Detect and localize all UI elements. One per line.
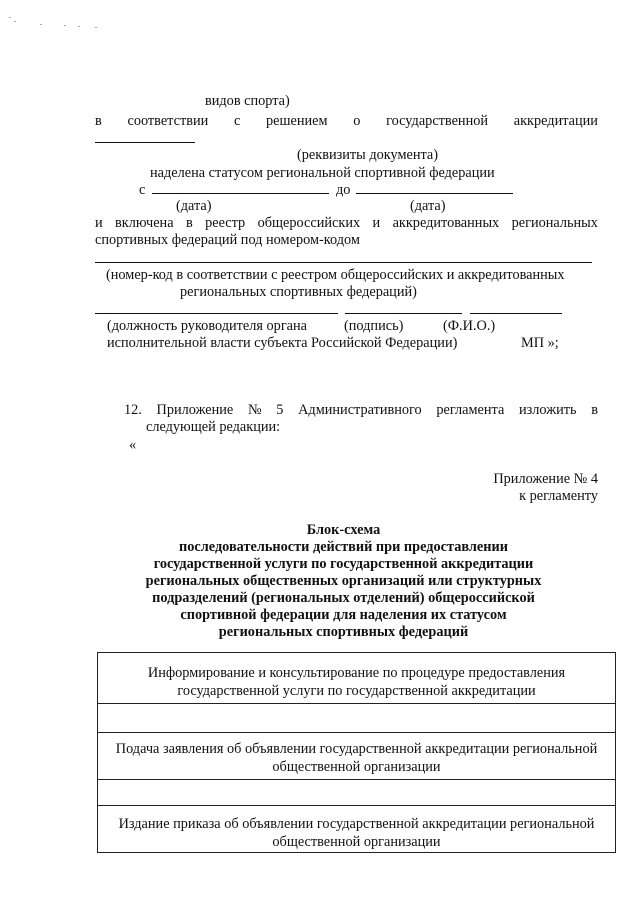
word: Приложение: [156, 402, 234, 418]
step-text: Издание приказа об объявлении государственной аккредитации региональной: [118, 816, 595, 832]
word: в: [95, 113, 102, 129]
registry-caption-1: (номер-код в соответствии с реестром общероссийских и аккредитованных: [106, 267, 565, 283]
sport-types-line: видов спорта): [205, 93, 290, 109]
position-caption: (должность руководителя органа: [107, 318, 308, 334]
word: изложить: [519, 402, 577, 418]
opening-quote: «: [129, 437, 137, 453]
title-line: региональных общественных организаций или структурных: [145, 573, 542, 589]
word: и: [95, 215, 103, 231]
item-12-continuation: следующей редакции:: [146, 419, 281, 435]
word: общероссийских: [257, 215, 361, 231]
step-text: общественной организации: [272, 759, 441, 775]
step-text: общественной организации: [272, 834, 441, 850]
step-text: Информирование и консультирование по процедуре предоставления: [147, 665, 566, 681]
accreditation-decision-line: [95, 114, 598, 128]
item-12-line: [124, 403, 598, 417]
word: №: [247, 402, 262, 418]
word: о: [353, 113, 361, 129]
fio-caption: (Ф.И.О.): [443, 318, 496, 334]
word: соответствии: [127, 113, 209, 129]
registry-number-line: спортивных федераций под номером-кодом: [95, 232, 360, 248]
title-line: спортивной федерации для наделения их статусом: [180, 607, 507, 623]
word: с: [233, 113, 241, 129]
title-line: подразделений (региональных отделений) общероссийской: [152, 590, 535, 606]
word: государственной: [386, 113, 489, 129]
seal-mark: МП »;: [521, 335, 559, 351]
from-label: с: [139, 182, 146, 198]
from-date-blank: [152, 193, 329, 194]
registry-caption-2: региональных спортивных федераций): [180, 284, 417, 300]
registry-line: [95, 216, 598, 230]
signature-blank: [345, 313, 462, 314]
date-caption-1: (дата): [176, 198, 212, 214]
word: аккредитованных: [392, 215, 500, 231]
flow-step-application: [97, 732, 616, 780]
document-details-caption: (реквизиты документа): [297, 147, 439, 163]
flow-connector: [97, 703, 616, 733]
word: включена: [115, 215, 174, 231]
blank-line: [95, 142, 195, 143]
fio-blank: [470, 313, 562, 314]
word: и: [372, 215, 381, 231]
flow-step-informing: [97, 652, 616, 704]
flow-connector: [97, 779, 616, 806]
authority-caption: исполнительной власти субъекта Российской Федерации): [107, 335, 458, 351]
flow-step-order: [97, 805, 616, 853]
title-line: последовательности действий при предоставлении: [179, 539, 508, 555]
to-label: до: [336, 182, 351, 198]
word: в: [185, 215, 193, 231]
word: регламента: [436, 402, 505, 418]
word: Административного: [298, 402, 422, 418]
word: 5: [276, 402, 284, 418]
title-line: государственной услуги по государственной аккредитации: [153, 556, 534, 572]
to-date-blank: [356, 193, 513, 194]
position-blank: [95, 313, 338, 314]
appendix-number: Приложение № 4: [493, 471, 598, 487]
word: региональных: [511, 215, 598, 231]
registry-number-blank: [95, 262, 592, 263]
appendix-reference: к регламенту: [519, 488, 598, 504]
word: 12.: [124, 402, 142, 418]
step-text: Подача заявления об объявлении государственной аккредитации региональной: [115, 741, 598, 757]
signature-caption: (подпись): [344, 318, 404, 334]
word: реестр: [205, 215, 246, 231]
word: в: [591, 402, 598, 418]
status-line: наделена статусом региональной спортивной федерации: [150, 165, 495, 181]
word: решением: [266, 113, 328, 129]
title-line: Блок-схема: [306, 522, 381, 538]
title-line: региональных спортивных федераций: [218, 624, 469, 640]
date-caption-2: (дата): [410, 198, 446, 214]
step-text: государственной услуги по государственной аккредитации: [177, 683, 536, 699]
word: аккредитации: [513, 113, 598, 129]
